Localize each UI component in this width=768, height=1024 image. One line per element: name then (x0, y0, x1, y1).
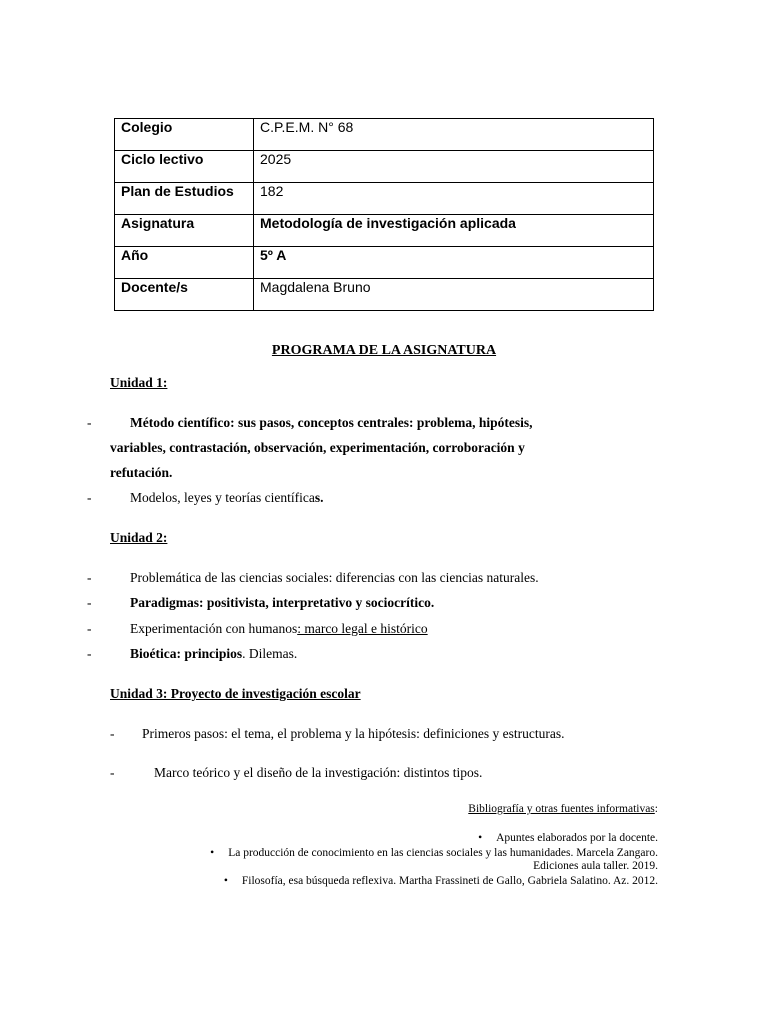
unit2-item3-prefix: Experimentación con humanos (130, 621, 298, 636)
unit1-item2 (130, 490, 323, 506)
unit1-item2-text: Modelos, leyes y teorías científica (130, 490, 315, 505)
unit1-heading: Unidad 1: (110, 375, 168, 390)
bibliography-item2-line1 (210, 847, 658, 859)
list-dash: - (87, 490, 92, 505)
unit2-item3-link: : marco legal e histórico (297, 621, 428, 636)
info-row (115, 119, 654, 151)
list-dash: - (87, 570, 92, 585)
bibliography-item3 (224, 875, 658, 887)
list-dash: - (110, 765, 115, 780)
info-label: Plan de Estudios (115, 183, 254, 215)
info-label: Año (115, 247, 254, 279)
info-row (115, 279, 654, 311)
bullet-icon: • (478, 832, 483, 844)
list-dash: - (110, 726, 115, 741)
bibliography-item2-line2: Ediciones aula taller. 2019. (533, 860, 658, 872)
info-value: 2025 (254, 151, 654, 183)
list-dash: - (87, 595, 92, 610)
bullet-icon: • (210, 847, 215, 859)
info-label: Colegio (115, 119, 254, 151)
course-info-table (114, 118, 654, 311)
info-value: 182 (254, 183, 654, 215)
unit2-item1: Problemática de las ciencias sociales: diferencias con las ciencias naturales. (130, 570, 539, 585)
info-label: Docente/s (115, 279, 254, 311)
unit1-item1-line2: variables, contrastación, observación, experimentación, corroboración y (110, 440, 525, 455)
bibliography-colon: : (654, 803, 658, 815)
list-dash: - (87, 621, 92, 636)
info-row (115, 151, 654, 183)
bibliography-item1 (478, 832, 658, 844)
info-label: Ciclo lectivo (115, 151, 254, 183)
list-dash: - (87, 646, 92, 661)
bibliography-item2-text: La producción de conocimiento en las ciencias sociales y las humanidades. Marcela Zangaro. (228, 847, 658, 859)
bibliography-item1-text: Apuntes elaborados por la docente. (496, 832, 658, 844)
unit2-item2: Paradigmas: positivista, interpretativo y sociocrítico. (130, 595, 435, 610)
info-row (115, 215, 654, 247)
info-value: Metodología de investigación aplicada (254, 215, 654, 247)
bibliography-title-text: Bibliografía y otras fuentes informativas (468, 803, 655, 815)
bullet-icon: • (223, 875, 228, 887)
bibliography-title (468, 803, 658, 815)
unit1-item1-line1: Método científico: sus pasos, conceptos centrales: problema, hipótesis, (130, 415, 533, 430)
unit2-heading: Unidad 2: (110, 530, 168, 545)
unit2-item4 (130, 646, 297, 662)
info-value: 5º A (254, 247, 654, 279)
info-label: Asignatura (115, 215, 254, 247)
unit3-heading: Unidad 3: Proyecto de investigación escolar (110, 686, 361, 701)
bibliography-item3-text: Filosofía, esa búsqueda reflexiva. Martha Frassineti de Gallo, Gabriela Salatino. Az. 2012. (241, 875, 658, 887)
unit3-item2: Marco teórico y el diseño de la investigación: distintos tipos. (154, 765, 483, 780)
info-value: Magdalena Bruno (254, 279, 654, 311)
info-row (115, 183, 654, 215)
unit2-item4-rest: . Dilemas. (242, 646, 298, 661)
info-value: C.P.E.M. N° 68 (254, 119, 654, 151)
unit2-item4-bold: Bioética: principios (130, 646, 243, 661)
unit1-item2-end: s. (314, 490, 324, 505)
unit2-item3 (130, 621, 428, 637)
info-row (115, 247, 654, 279)
unit3-item1: Primeros pasos: el tema, el problema y la hipótesis: definiciones y estructuras. (142, 726, 565, 741)
list-dash: - (87, 415, 92, 430)
unit1-item1-line3: refutación. (110, 465, 173, 480)
page-title: PROGRAMA DE LA ASIGNATURA (271, 343, 497, 358)
